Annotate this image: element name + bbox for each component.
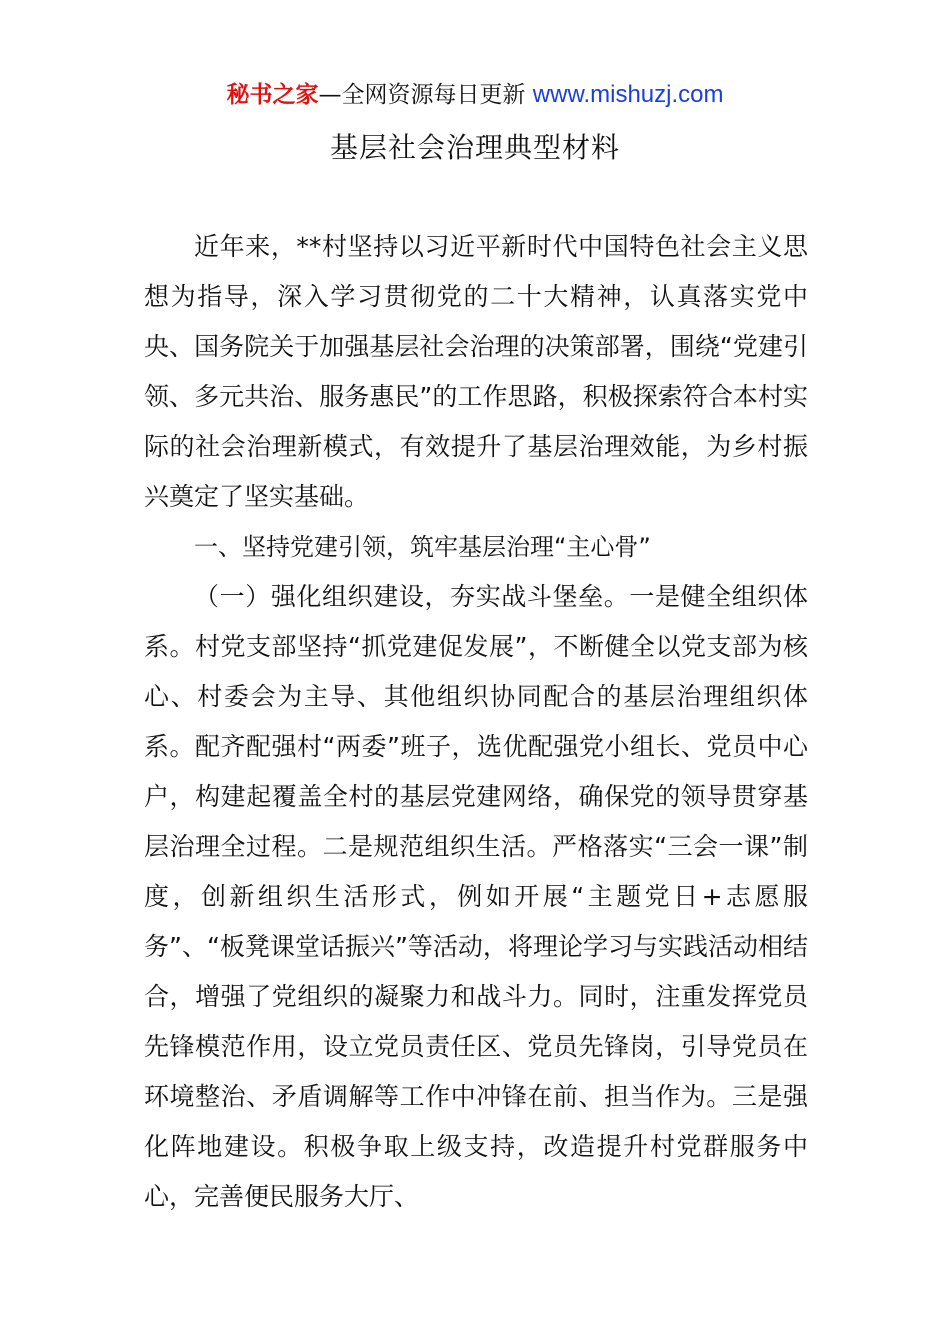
site-header	[0, 78, 950, 112]
brand-name: 秘书之家	[226, 82, 319, 108]
intro-paragraph: 近年来，**村坚持以习近平新时代中国特色社会主义思想为指导，深入学习贯彻党的二十大精神，认真落实党中央、国务院关于加强基层社会治理的决策部署，围绕“党建引领、多元共治、服务惠民”的工作思路，积极探索符合本村实际的社会治理新模式，有效提升了基层治理效能，为乡村振兴奠定了坚实基础。	[144, 232, 808, 511]
document-title: 基层社会治理典型材料	[329, 131, 620, 164]
section-heading: 一、坚持党建引领，筑牢基层治理“主心骨”	[194, 533, 651, 561]
site-url[interactable]: www.mishuzj.com	[532, 81, 724, 108]
header-tagline: —全网资源每日更新	[318, 82, 526, 108]
document-body	[144, 222, 808, 1222]
section-paragraph: （一）强化组织建设，夯实战斗堡垒。一是健全组织体系。村党支部坚持“抓党建促发展”，不断健全以党支部为核心、村委会为主导、其他组织协同配合的基层治理组织体系。配齐配强村“两委”班子，选优配强党小组长、党员中心户，构建起覆盖全村的基层党建网络，确保党的领导贯穿基层治理全过程。二是规范组织生活。严格落实“三会一课”制度，创新组织生活形式，例如开展“主题党日+志愿服务”、“板凳课堂话振兴”等活动，将理论学习与实践活动相结合，增强了党组织的凝聚力和战斗力。同时，注重发挥党员先锋模范作用，设立党员责任区、党员先锋岗，引导党员在环境整治、矛盾调解等工作中冲锋在前、担当作为。三是强化阵地建设。积极争取上级支持，改造提升村党群服务中心，完善便民服务大厅、	[144, 582, 808, 1211]
